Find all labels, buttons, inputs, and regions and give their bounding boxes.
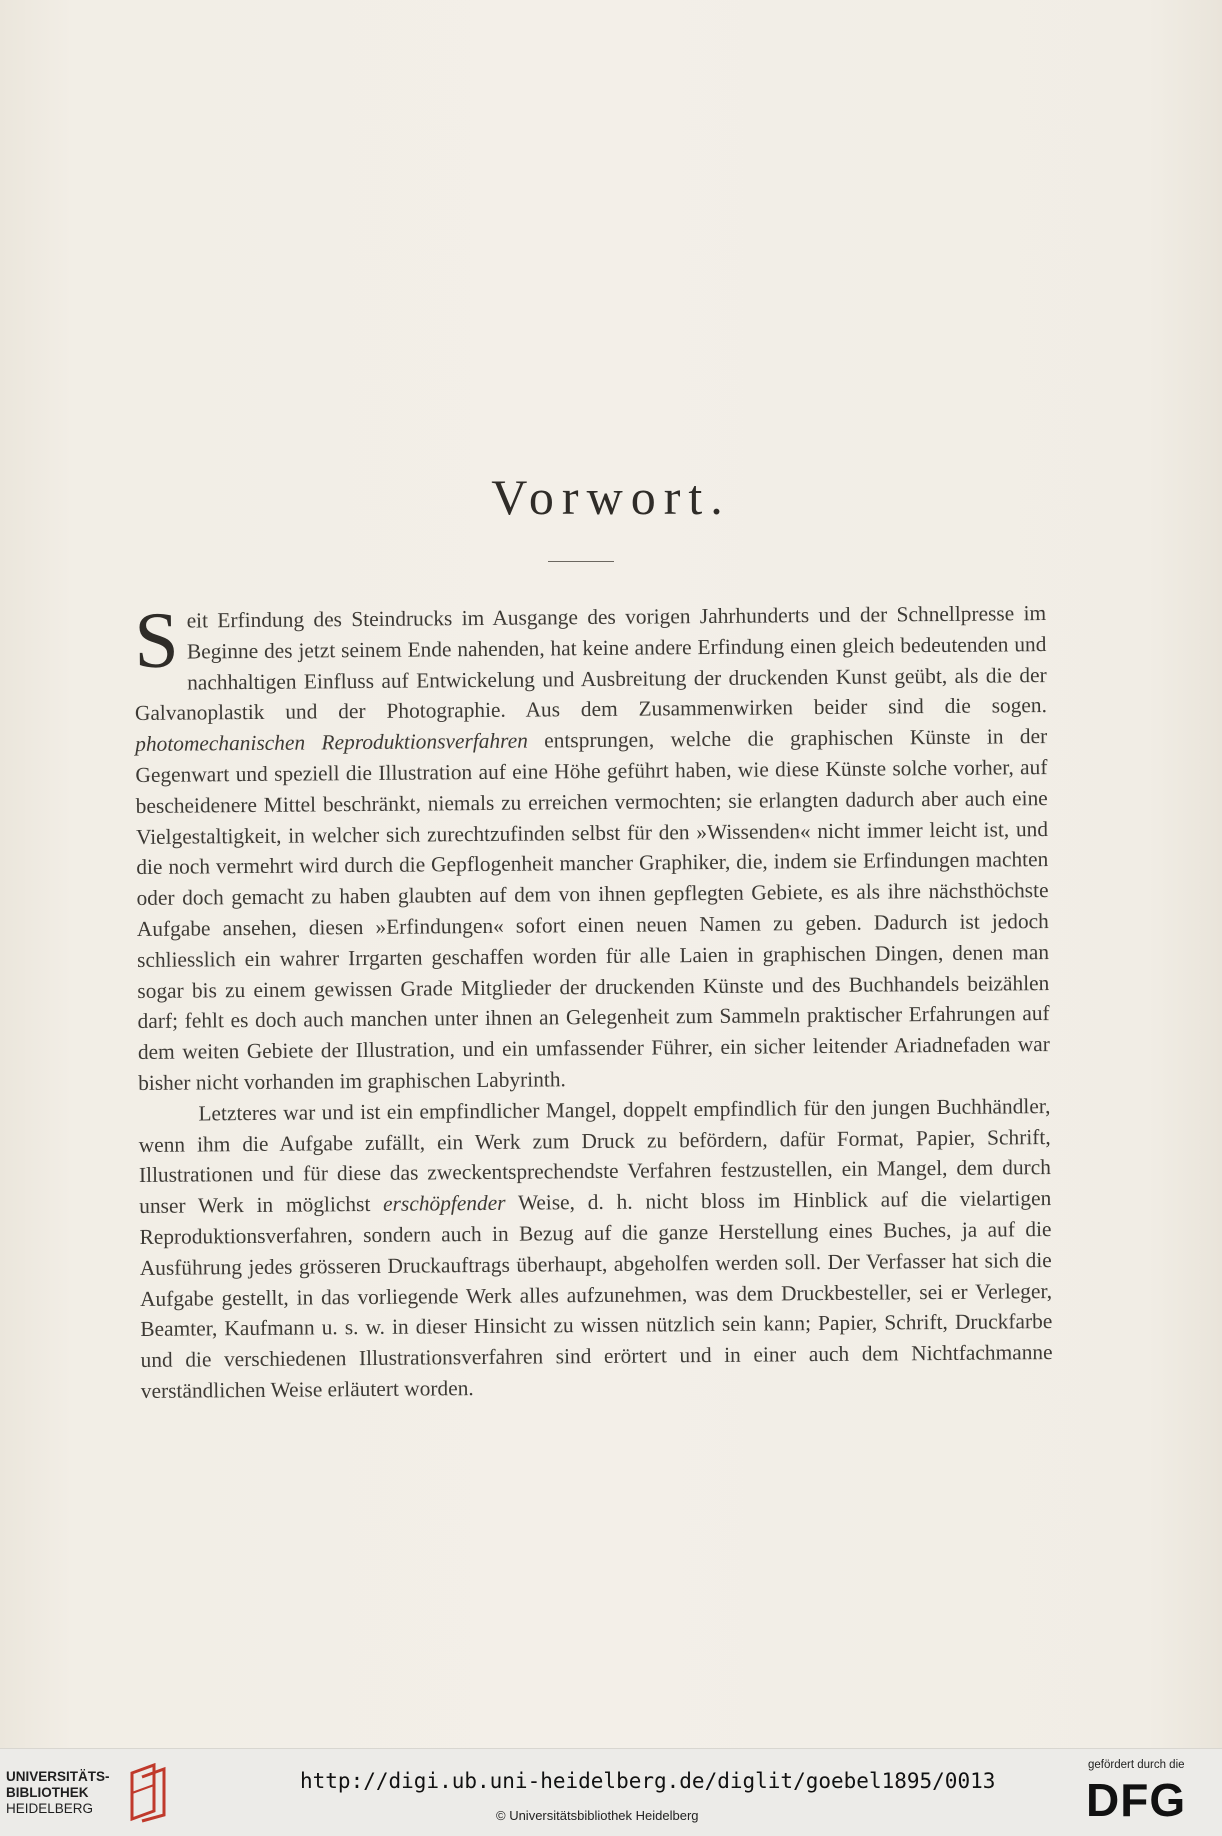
page-title: Vorwort. [491,469,731,525]
title-divider [548,561,614,562]
library-name-line: UNIVERSITÄTS- [6,1769,110,1784]
paragraph-2 [138,1091,1053,1407]
text-segment: Letzteres war und ist ein empfindlicher Mangel, doppelt empfindlich für den jungen Buchhändler, wenn ihm die Aufgabe zufällt, ein Werk zum Druck zu befördern, dafür Format, Papier, Schrift, Illustrationen und für diese das zweckentsprechendste Verfahren festzustellen, ein Mangel, dem durch unser Werk in möglichst [138,1093,1052,1219]
text-segment-italic: photomechanischen Reproduktionsverfahren [135,728,528,757]
text-segment-italic: erschöpfender [383,1190,506,1216]
funded-by-label: gefördert durch die [1088,1759,1185,1771]
preface-text [134,598,1053,1407]
library-name-line: BIBLIOTHEK [6,1785,89,1800]
text-segment: entsprungen, welche die graphischen Künste in der Gegenwart und speziell die Illustration auf eine Höhe geführt haben, wie diese Künste solche vorher, auf bescheidenere Mittel beschränkt, niemals zu erreichen vermochten; sie erlangten dadurch aber auch eine Vielgestaltigkeit, in welcher sich zurechtzufinden selbst für den »Wissenden« nicht immer leicht ist, und die noch vermehrt wird durch die Gepflogenheit mancher Graphiker, die, indem sie Erfindungen machten oder doch gemacht zu haben glaubten auf dem von ihnen gepflegten Gebiete, es als ihre nächsthöchste Aufgabe ansehen, diesen »Erfindungen« sofort einen neuen Namen zu geben. Dadurch ist jedoch schliesslich ein wahrer Irrgarten geschaffen worden für alle Laien in graphischen Dingen, denen man sogar bis zu einem gewissen Grade Mitglieder der druckenden Künste und des Buchhandels beizählen darf; fehlt es doch auch manchen unter ihnen an Gelegenheit zum Sammeln praktischer Erfahrungen auf dem weiten Gebiete der Illustration, und ein umfassender Führer, ein sicher leitender Ariadnefaden war bisher nicht vorhanden im graphischen Labyrinth. [135,724,1050,1095]
library-name[interactable] [6,1769,110,1817]
viewer-footer [0,1748,1222,1836]
copyright-notice: © Universitätsbibliothek Heidelberg [496,1808,699,1823]
paragraph-1 [134,598,1050,1099]
permalink-url[interactable]: http://digi.ub.uni-heidelberg.de/diglit/goebel1895/0013 [300,1769,996,1793]
drop-cap: S [133,596,180,685]
library-logo-icon[interactable] [124,1763,170,1823]
dfg-logo[interactable]: DFG [1086,1774,1187,1826]
text-segment: Weise, d. h. nicht bloss im Hinblick auf die vielartigen Reproduktionsverfahren, sondern auch in Bezug auf die ganze Herstellung eines Buches, ja auf die Ausführung jedes grösseren Druckauftrags überhaupt, abgeholfen werden soll. Der Verfasser hat sich die Aufgabe gestellt, in das vorliegende Werk alles aufzunehmen, was dem Druckbesteller, sei er Verleger, Beamter, Kaufmann u. s. w. in dieser Hinsicht zu wissen nützlich sein kann; Papier, Schrift, Druckfarbe und die verschiedenen Illustrationsverfahren sind erörtert und in einer auch dem Nichtfachmanne verständlichen Weise erläutert worden. [139,1186,1053,1403]
library-name-line: HEIDELBERG [6,1801,94,1816]
text-segment: eit Erfindung des Steindrucks im Ausgange des vorigen Jahrhunderts und der Schnellpresse im Beginne des jetzt seinem Ende nahenden, hat keine andere Erfindung einen gleich bedeutenden und nachhaltigen Einfluss auf Entwickelung und Ausbreitung der druckenden Kunst geübt, als die der Galvanoplastik und der Photographie. Aus dem Zusammenwirken beider sind die sogen. [134,601,1048,726]
